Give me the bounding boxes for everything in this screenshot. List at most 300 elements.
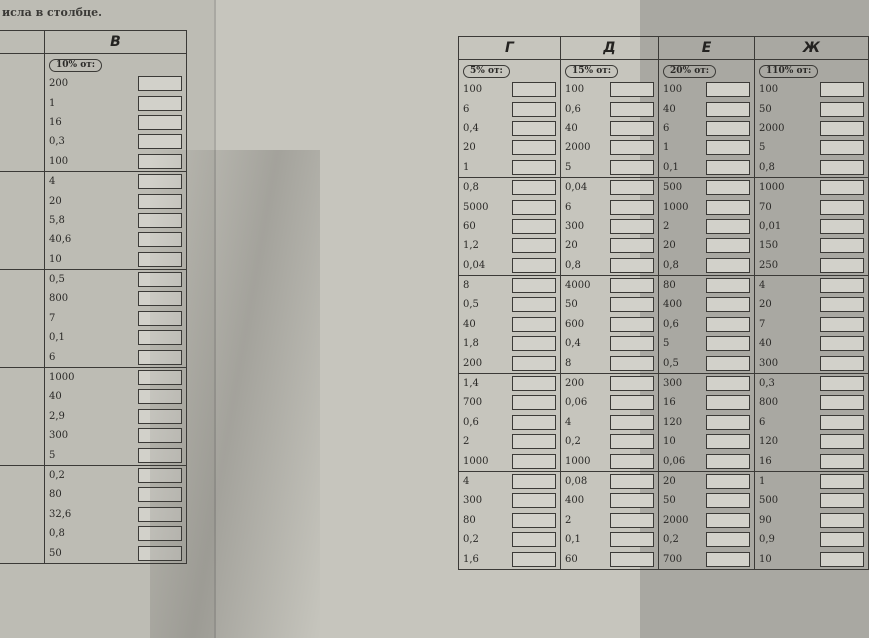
table-cell: [561, 99, 659, 118]
number-value: 0,6: [463, 416, 479, 428]
number-value: 0,06: [663, 455, 686, 467]
answer-box[interactable]: [706, 493, 750, 508]
answer-box[interactable]: [610, 140, 654, 155]
left-page: [0, 0, 214, 638]
table-cell: [561, 549, 659, 569]
answer-box[interactable]: [820, 140, 864, 155]
number-value: 200: [49, 78, 69, 90]
answer-box[interactable]: [820, 376, 864, 391]
number-value: 4: [759, 280, 766, 292]
number-value: 5,8: [49, 214, 65, 226]
answer-box[interactable]: [610, 200, 654, 215]
answer-box[interactable]: [138, 76, 182, 91]
number-value: 40: [759, 338, 772, 350]
number-value: 32,6: [49, 508, 72, 520]
answer-box[interactable]: [138, 115, 182, 130]
answer-box[interactable]: [706, 200, 750, 215]
answer-box[interactable]: [610, 395, 654, 410]
number-value: 100: [663, 84, 683, 96]
table-cell: [561, 177, 659, 197]
answer-box[interactable]: [820, 258, 864, 273]
table-row: [0, 269, 187, 289]
table-cell: [45, 93, 187, 112]
percent-header-cell: [561, 60, 659, 81]
answer-box[interactable]: [512, 102, 556, 117]
number-value: 2,9: [49, 410, 65, 422]
answer-box[interactable]: [610, 219, 654, 234]
table-cell: [45, 250, 187, 270]
number-value: 40: [463, 318, 476, 330]
table-cell: [561, 275, 659, 295]
number-value: 70: [759, 201, 772, 213]
percent-header-cell: [459, 60, 561, 81]
table-row: [459, 119, 869, 138]
number-value: 1: [49, 97, 56, 109]
left-empty-cell: [0, 132, 45, 151]
number-value: 0,3: [759, 378, 775, 390]
table-row: [0, 289, 187, 308]
table-cell: [459, 158, 561, 178]
table-row: [459, 138, 869, 157]
answer-box[interactable]: [512, 513, 556, 528]
left-exercise-table: [0, 30, 187, 564]
number-value: 800: [759, 397, 779, 409]
table-cell: [659, 236, 755, 255]
number-value: 4: [565, 416, 572, 428]
answer-box[interactable]: [820, 180, 864, 195]
answer-box[interactable]: [512, 200, 556, 215]
answer-box[interactable]: [512, 258, 556, 273]
answer-box[interactable]: [138, 174, 182, 189]
answer-box[interactable]: [706, 317, 750, 332]
percent-label: 15% от:: [565, 65, 618, 78]
table-cell: [755, 491, 869, 510]
answer-box[interactable]: [706, 102, 750, 117]
left-empty-cell: [0, 465, 45, 485]
table-row: [0, 445, 187, 465]
table-row: [459, 80, 869, 99]
table-cell: [459, 549, 561, 569]
answer-box[interactable]: [820, 317, 864, 332]
percent-label: 10% от:: [49, 59, 102, 72]
answer-box[interactable]: [138, 291, 182, 306]
answer-box[interactable]: [610, 552, 654, 567]
answer-box[interactable]: [512, 82, 556, 97]
answer-box[interactable]: [512, 532, 556, 547]
table-row: [0, 524, 187, 543]
answer-box[interactable]: [138, 213, 182, 228]
number-value: 20: [49, 195, 62, 207]
number-value: 100: [463, 84, 483, 96]
number-value: 0,8: [463, 182, 479, 194]
number-value: 6: [565, 201, 572, 213]
answer-box[interactable]: [706, 180, 750, 195]
answer-box[interactable]: [512, 219, 556, 234]
left-empty-cell: [0, 152, 45, 172]
answer-box[interactable]: [512, 552, 556, 567]
answer-box[interactable]: [610, 513, 654, 528]
answer-box[interactable]: [138, 389, 182, 404]
table-row: [0, 387, 187, 406]
number-value: 6: [663, 122, 670, 134]
table-cell: [45, 543, 187, 563]
answer-box[interactable]: [610, 434, 654, 449]
answer-box[interactable]: [512, 415, 556, 430]
number-value: 600: [565, 318, 585, 330]
table-cell: [459, 236, 561, 255]
number-value: 50: [759, 103, 772, 115]
answer-box[interactable]: [706, 434, 750, 449]
number-value: 0,2: [49, 470, 65, 481]
number-value: 1000: [565, 455, 591, 467]
table-row: [0, 152, 187, 172]
answer-box[interactable]: [138, 526, 182, 541]
percent-label: 20% от:: [663, 65, 716, 78]
number-value: 300: [49, 430, 69, 442]
table-cell: [561, 119, 659, 138]
answer-box[interactable]: [138, 154, 182, 169]
table-row: [459, 315, 869, 334]
table-cell: [459, 99, 561, 118]
table-cell: [659, 491, 755, 510]
answer-box[interactable]: [820, 356, 864, 371]
number-value: 1000: [463, 455, 489, 467]
answer-box[interactable]: [706, 415, 750, 430]
number-value: 20: [663, 476, 676, 487]
answer-box[interactable]: [138, 409, 182, 424]
answer-box[interactable]: [820, 336, 864, 351]
number-value: 0,06: [565, 397, 588, 409]
number-value: 0,5: [463, 299, 479, 311]
answer-box[interactable]: [610, 376, 654, 391]
table-cell: [659, 530, 755, 549]
table-cell: [755, 353, 869, 373]
table-cell: [459, 530, 561, 549]
table-cell: [459, 511, 561, 530]
table-cell: [459, 217, 561, 236]
table-cell: [561, 393, 659, 412]
answer-box[interactable]: [610, 532, 654, 547]
answer-box[interactable]: [512, 454, 556, 469]
table-cell: [45, 152, 187, 172]
number-value: 1: [463, 161, 470, 173]
answer-box[interactable]: [138, 232, 182, 247]
number-value: 6: [463, 103, 470, 115]
answer-box[interactable]: [512, 493, 556, 508]
table-row: [459, 158, 869, 178]
number-value: 7: [759, 318, 766, 330]
left-empty-cell: [0, 524, 45, 543]
number-value: 5: [663, 338, 670, 350]
answer-box[interactable]: [820, 474, 864, 489]
answer-box[interactable]: [706, 160, 750, 175]
table-cell: [755, 158, 869, 178]
left-empty-cell: [0, 505, 45, 524]
number-value: 50: [565, 299, 578, 311]
answer-box[interactable]: [138, 507, 182, 522]
answer-box[interactable]: [610, 160, 654, 175]
table-row: [459, 491, 869, 510]
answer-box[interactable]: [706, 140, 750, 155]
percent-header-cell: [659, 60, 755, 81]
answer-box[interactable]: [706, 297, 750, 312]
answer-box[interactable]: [706, 376, 750, 391]
answer-box[interactable]: [706, 395, 750, 410]
table-row: [0, 347, 187, 367]
answer-box[interactable]: [820, 160, 864, 175]
number-value: 200: [565, 378, 585, 390]
answer-box[interactable]: [610, 454, 654, 469]
table-cell: [45, 74, 187, 93]
right-exercise-table: [458, 36, 869, 570]
answer-box[interactable]: [610, 278, 654, 293]
answer-box[interactable]: [820, 219, 864, 234]
answer-box[interactable]: [820, 238, 864, 253]
answer-box[interactable]: [610, 493, 654, 508]
column-letter-0: Г: [459, 37, 561, 60]
answer-box[interactable]: [706, 82, 750, 97]
answer-box[interactable]: [512, 317, 556, 332]
number-value: 20: [463, 142, 476, 154]
answer-box[interactable]: [138, 194, 182, 209]
answer-box[interactable]: [820, 82, 864, 97]
answer-box[interactable]: [706, 238, 750, 253]
number-value: 40: [49, 391, 62, 403]
left-page-header-text: исла в столбце.: [2, 6, 102, 19]
number-value: 1000: [49, 372, 75, 384]
table-cell: [755, 413, 869, 432]
number-value: 0,9: [759, 534, 775, 546]
answer-box[interactable]: [512, 278, 556, 293]
number-value: 0,5: [49, 274, 65, 286]
table-cell: [659, 217, 755, 236]
table-row: [459, 451, 869, 471]
table-cell: [561, 451, 659, 471]
answer-box[interactable]: [610, 121, 654, 136]
table-row: [459, 256, 869, 276]
table-cell: [659, 451, 755, 471]
table-row: [0, 74, 187, 93]
answer-box[interactable]: [512, 140, 556, 155]
answer-box[interactable]: [706, 532, 750, 547]
number-value: 50: [663, 495, 676, 507]
table-cell: [659, 158, 755, 178]
column-letter-3: Ж: [755, 37, 869, 60]
number-value: 120: [759, 436, 779, 448]
table-cell: [659, 334, 755, 353]
left-empty-cell: [0, 367, 45, 387]
answer-box[interactable]: [610, 415, 654, 430]
answer-box[interactable]: [138, 370, 182, 385]
number-value: 0,08: [565, 476, 588, 487]
table-cell: [659, 413, 755, 432]
answer-box[interactable]: [512, 160, 556, 175]
answer-box[interactable]: [706, 278, 750, 293]
table-cell: [659, 197, 755, 216]
table-cell: [659, 511, 755, 530]
number-value: 1,8: [463, 338, 479, 350]
answer-box[interactable]: [610, 238, 654, 253]
number-value: 250: [759, 259, 779, 271]
answer-box[interactable]: [820, 454, 864, 469]
answer-box[interactable]: [610, 317, 654, 332]
answer-box[interactable]: [138, 96, 182, 111]
answer-box[interactable]: [706, 552, 750, 567]
answer-box[interactable]: [820, 434, 864, 449]
number-value: 90: [759, 514, 772, 526]
answer-box[interactable]: [610, 297, 654, 312]
answer-box[interactable]: [138, 428, 182, 443]
number-value: 4: [49, 176, 56, 188]
table-cell: [45, 289, 187, 308]
table-cell: [755, 315, 869, 334]
table-cell: [659, 177, 755, 197]
table-cell: [659, 432, 755, 451]
table-row: [0, 230, 187, 249]
number-value: 0,1: [663, 161, 679, 173]
answer-box[interactable]: [706, 356, 750, 371]
answer-box[interactable]: [610, 356, 654, 371]
number-value: 40: [565, 122, 578, 134]
answer-box[interactable]: [610, 82, 654, 97]
table-cell: [755, 217, 869, 236]
answer-box[interactable]: [610, 180, 654, 195]
number-value: 0,8: [663, 259, 679, 271]
number-value: 120: [663, 416, 683, 428]
answer-box[interactable]: [138, 350, 182, 365]
answer-box[interactable]: [138, 468, 182, 483]
table-cell: [561, 471, 659, 491]
table-cell: [561, 432, 659, 451]
table-cell: [755, 99, 869, 118]
table-cell: [755, 549, 869, 569]
left-empty-cell: [0, 407, 45, 426]
answer-box[interactable]: [820, 200, 864, 215]
answer-box[interactable]: [610, 336, 654, 351]
number-value: 6: [49, 351, 56, 363]
answer-box[interactable]: [138, 448, 182, 463]
number-value: 400: [663, 299, 683, 311]
answer-box[interactable]: [820, 121, 864, 136]
right-page: [216, 0, 821, 638]
answer-box[interactable]: [706, 474, 750, 489]
column-letter-v: В: [45, 31, 187, 54]
table-row: [459, 432, 869, 451]
table-cell: [659, 138, 755, 157]
table-row: [0, 485, 187, 504]
table-cell: [561, 236, 659, 255]
table-cell: [561, 256, 659, 276]
answer-box[interactable]: [138, 252, 182, 267]
number-value: 0,4: [463, 122, 479, 134]
table-row: [0, 328, 187, 347]
number-value: 0,8: [565, 259, 581, 271]
answer-box[interactable]: [512, 238, 556, 253]
number-value: 2000: [663, 514, 689, 526]
answer-box[interactable]: [512, 336, 556, 351]
table-row: [459, 353, 869, 373]
answer-box[interactable]: [610, 258, 654, 273]
table-cell: [459, 197, 561, 216]
answer-box[interactable]: [512, 474, 556, 489]
table-row: [0, 426, 187, 445]
table-cell: [45, 387, 187, 406]
answer-box[interactable]: [512, 356, 556, 371]
answer-box[interactable]: [820, 552, 864, 567]
answer-box[interactable]: [138, 311, 182, 326]
answer-box[interactable]: [706, 258, 750, 273]
number-value: 5: [759, 142, 766, 154]
answer-box[interactable]: [820, 513, 864, 528]
answer-box[interactable]: [138, 134, 182, 149]
number-value: 0,2: [463, 534, 479, 546]
number-value: 300: [463, 495, 483, 507]
answer-box[interactable]: [820, 532, 864, 547]
answer-box[interactable]: [820, 278, 864, 293]
answer-box[interactable]: [820, 395, 864, 410]
table-row: [459, 177, 869, 197]
answer-box[interactable]: [706, 121, 750, 136]
number-value: 16: [759, 455, 772, 467]
answer-box[interactable]: [512, 180, 556, 195]
number-value: 1,2: [463, 240, 479, 252]
answer-box[interactable]: [138, 330, 182, 345]
answer-box[interactable]: [512, 434, 556, 449]
number-value: 0,2: [565, 436, 581, 448]
number-value: 50: [49, 547, 62, 559]
table-row: [459, 197, 869, 216]
table-cell: [459, 491, 561, 510]
table-row: [459, 295, 869, 314]
table-cell: [561, 217, 659, 236]
number-value: 10: [663, 436, 676, 448]
table-cell: [561, 197, 659, 216]
left-empty-cell: [0, 54, 45, 75]
table-cell: [755, 80, 869, 99]
answer-box[interactable]: [706, 454, 750, 469]
number-value: 300: [565, 220, 585, 232]
number-value: 0,5: [663, 357, 679, 369]
number-value: 100: [49, 155, 69, 167]
answer-box[interactable]: [138, 272, 182, 287]
answer-box[interactable]: [138, 546, 182, 561]
answer-box[interactable]: [820, 415, 864, 430]
table-cell: [45, 445, 187, 465]
table-cell: [561, 530, 659, 549]
answer-box[interactable]: [820, 493, 864, 508]
answer-box[interactable]: [820, 102, 864, 117]
answer-box[interactable]: [512, 297, 556, 312]
answer-box[interactable]: [706, 219, 750, 234]
number-value: 8: [565, 357, 572, 369]
answer-box[interactable]: [512, 376, 556, 391]
answer-box[interactable]: [706, 336, 750, 351]
answer-box[interactable]: [820, 297, 864, 312]
answer-box[interactable]: [512, 121, 556, 136]
answer-box[interactable]: [512, 395, 556, 410]
number-value: 300: [759, 357, 779, 369]
answer-box[interactable]: [610, 474, 654, 489]
answer-box[interactable]: [610, 102, 654, 117]
table-row: [0, 211, 187, 230]
number-value: 5000: [463, 201, 489, 213]
percent-header-cell: [45, 54, 187, 75]
table-cell: [459, 295, 561, 314]
table-cell: [755, 373, 869, 393]
answer-box[interactable]: [138, 487, 182, 502]
table-row: [459, 511, 869, 530]
answer-box[interactable]: [706, 513, 750, 528]
